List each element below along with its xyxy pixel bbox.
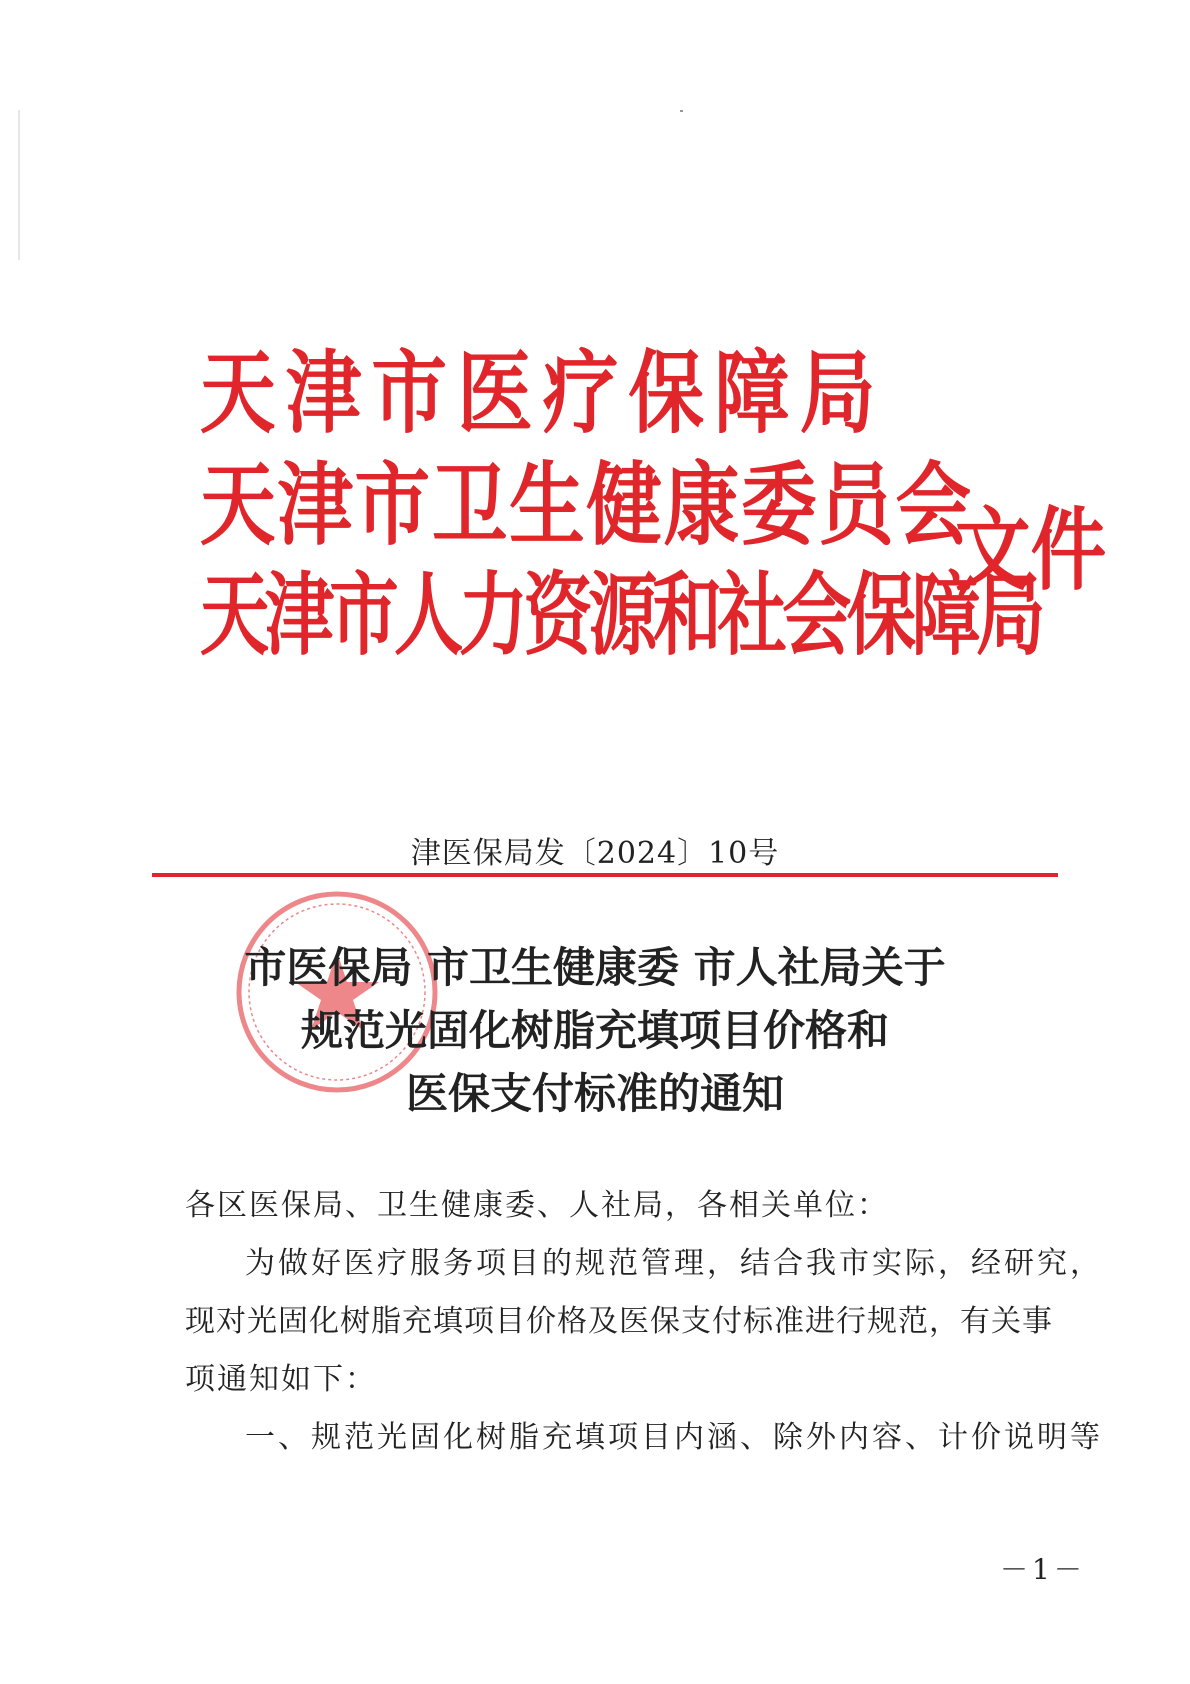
page-number: －1－ [1000, 1553, 1086, 1586]
issuer-line-3: 天津市人力资源和社会保障局 [200, 562, 1041, 668]
red-divider-rule [152, 873, 1058, 877]
notice-title-line-1: 市医保局 市卫生健康委 市人社局关于 [244, 943, 946, 992]
issuer-line-1: 天津市医疗保障局 [200, 340, 886, 446]
notice-title-line-2: 规范光固化树脂充填项目价格和 [300, 1006, 889, 1055]
item-1-heading: 一、规范光固化树脂充填项目内涵、除外内容、计价说明等 [245, 1420, 1103, 1455]
paragraph-1-line-1: 为做好医疗服务项目的规范管理，结合我市实际，经研究， [245, 1246, 1103, 1281]
paragraph-1-line-2: 现对光固化树脂充填项目价格及医保支付标准进行规范，有关事 [185, 1304, 1053, 1339]
issuer-line-2: 天津市卫生健康委员会 [200, 452, 973, 558]
document-number: 津医保局发〔2024〕10号 [410, 836, 780, 871]
paragraph-1-line-3: 项通知如下： [185, 1362, 377, 1397]
scan-edge-mark [18, 110, 20, 260]
notice-title-line-3: 医保支付标准的通知 [405, 1069, 784, 1118]
addressee: 各区医保局、卫生健康委、人社局，各相关单位： [185, 1188, 889, 1223]
issuer-document-suffix: 文件 [955, 497, 1107, 603]
scan-dust-mark [680, 110, 683, 112]
